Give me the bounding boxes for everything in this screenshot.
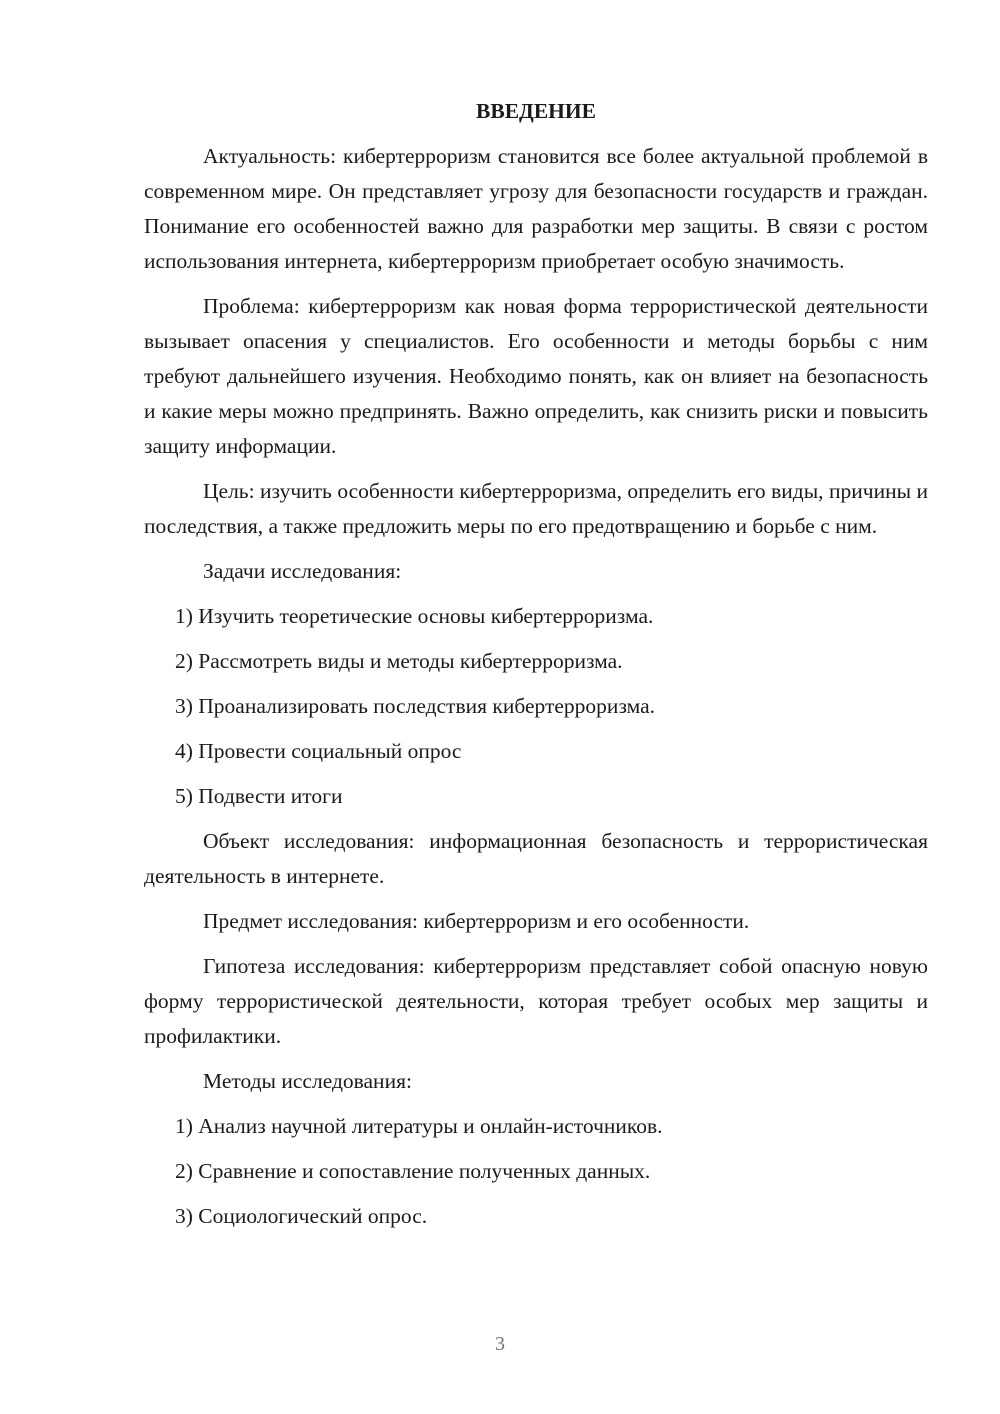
list-item: 1) Анализ научной литературы и онлайн-источников. [175, 1114, 663, 1138]
problem-paragraph: Проблема: кибертерроризм как новая форма террористической деятельности вызывает опасения у специалистов. Его особенности и методы борьбы с ним требуют дальнейшего изучения. Необходимо понять, как он влияет на безопасность и какие меры можно предпринять. Важно определить, как снизить риски и повысить защиту информации. [144, 294, 928, 458]
object-paragraph: Объект исследования: информационная безопасность и террористическая деятельность в интернете. [144, 829, 928, 888]
page-number: 3 [495, 1333, 505, 1355]
hypothesis-paragraph: Гипотеза исследования: кибертерроризм представляет собой опасную новую форму террористической деятельности, которая требует особых мер защиты и профилактики. [144, 954, 928, 1048]
methods-heading: Методы исследования: [203, 1069, 412, 1093]
list-item: 3) Социологический опрос. [175, 1204, 428, 1228]
relevance-paragraph: Актуальность: кибертерроризм становится все более актуальной проблемой в современном мире. Он представляет угрозу для безопасности государств и граждан. Понимание его особенностей важно для разработки мер защиты. В связи с ростом использования интернета, кибертерроризм приобретает особую значимость. [144, 144, 928, 273]
tasks-heading: Задачи исследования: [203, 559, 402, 583]
list-item: 4) Провести социальный опрос [175, 739, 462, 763]
list-item: 3) Проанализировать последствия кибертерроризма. [175, 694, 656, 718]
list-item: 2) Рассмотреть виды и методы кибертерроризма. [175, 649, 623, 673]
goal-paragraph: Цель: изучить особенности кибертерроризма, определить его виды, причины и последствия, а также предложить меры по его предотвращению и борьбе с ним. [144, 479, 928, 538]
list-item: 1) Изучить теоретические основы кибертерроризма. [175, 604, 654, 628]
page-title: ВВЕДЕНИЕ [476, 99, 596, 123]
document-page [144, 94, 928, 1244]
list-item: 2) Сравнение и сопоставление полученных данных. [175, 1159, 651, 1183]
subject-paragraph: Предмет исследования: кибертерроризм и его особенности. [203, 909, 750, 933]
list-item: 5) Подвести итоги [175, 784, 343, 808]
